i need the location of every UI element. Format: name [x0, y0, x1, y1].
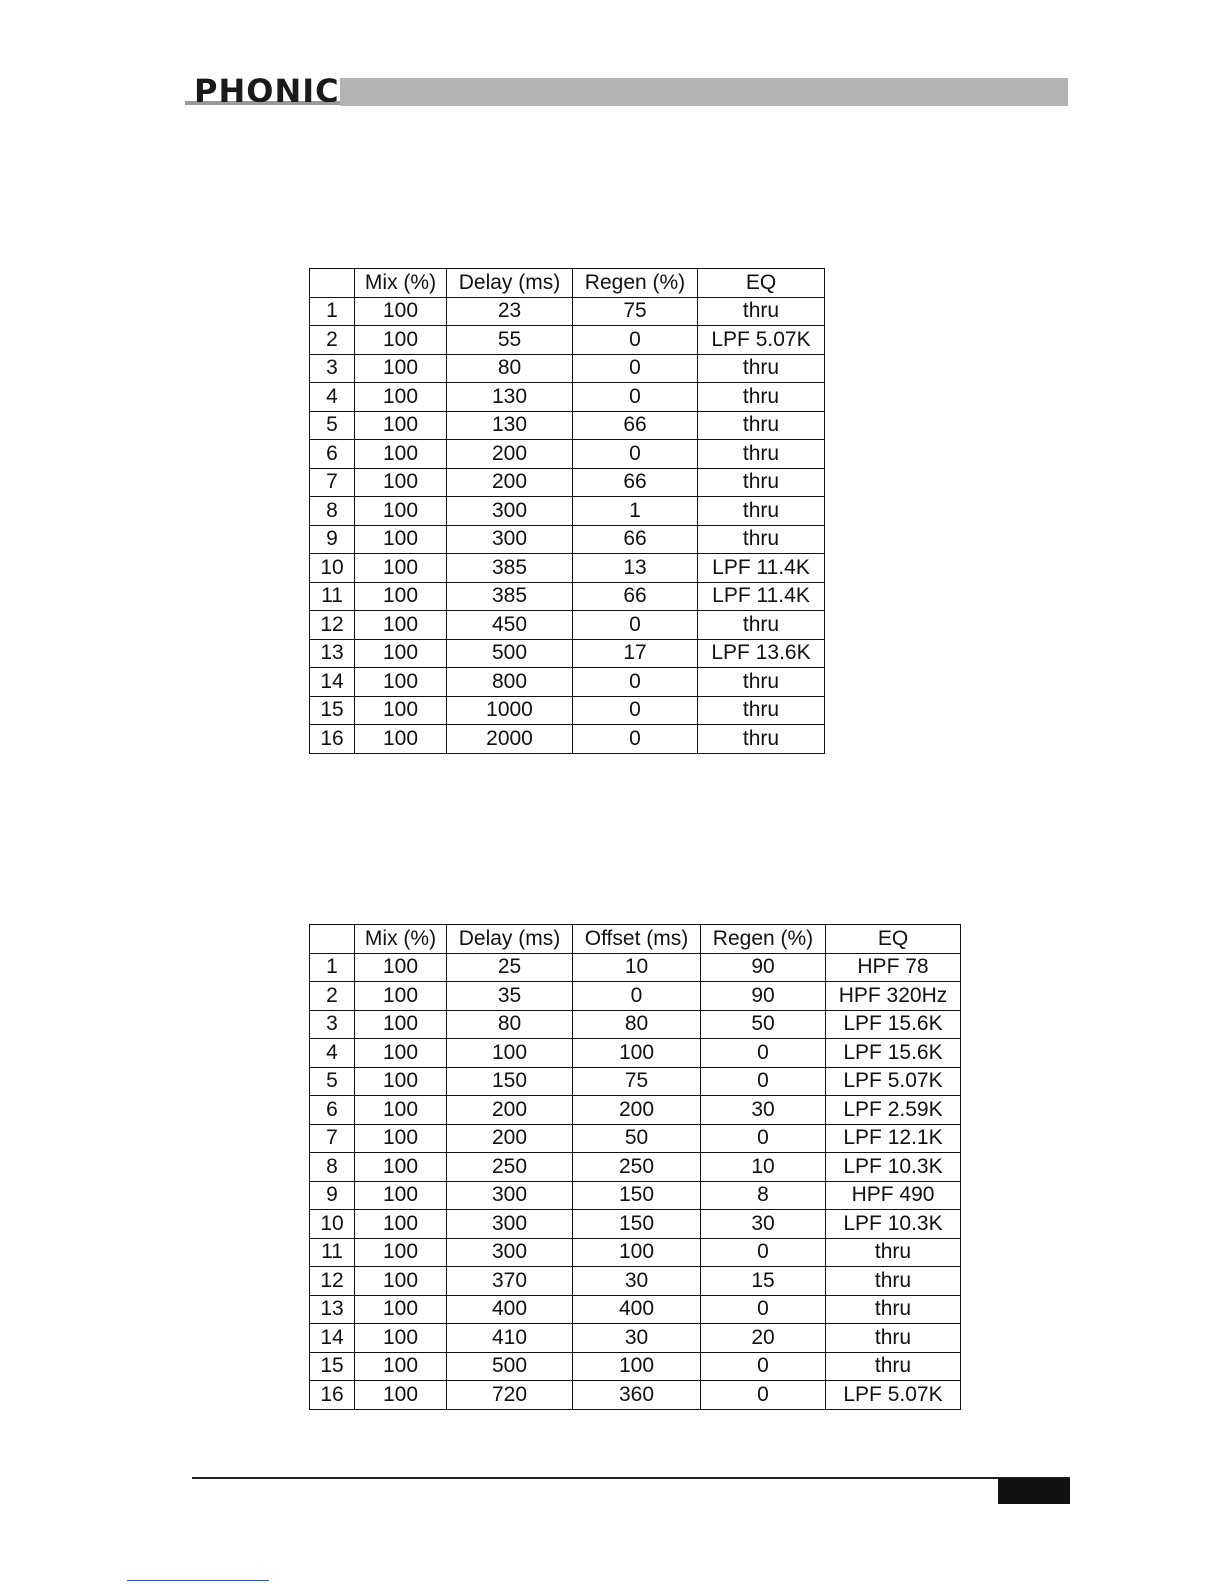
table-cell: thru — [698, 468, 825, 497]
table-cell: thru — [698, 440, 825, 469]
table-cell: 100 — [355, 668, 447, 697]
table-cell: 400 — [573, 1295, 701, 1324]
column-header: EQ — [698, 269, 825, 298]
table-row — [310, 411, 825, 440]
table-cell: 410 — [447, 1324, 573, 1353]
row-number-cell: 2 — [310, 326, 355, 355]
row-number-cell: 12 — [310, 611, 355, 640]
table-cell: 300 — [447, 1210, 573, 1239]
table-cell: 55 — [447, 326, 573, 355]
table-cell: LPF 10.3K — [826, 1210, 961, 1239]
table-row — [310, 611, 825, 640]
table-row — [310, 468, 825, 497]
table-row — [310, 354, 825, 383]
table-cell: LPF 10.3K — [826, 1153, 961, 1182]
table-header-row — [310, 269, 825, 298]
table-cell: 100 — [355, 1381, 447, 1410]
table-row — [310, 725, 825, 754]
row-number-cell: 11 — [310, 1238, 355, 1267]
table-cell: LPF 11.4K — [698, 582, 825, 611]
table-cell: LPF 15.6K — [826, 1039, 961, 1068]
table-cell: 0 — [573, 383, 698, 412]
column-header: Mix (%) — [355, 269, 447, 298]
table-cell: 450 — [447, 611, 573, 640]
table-cell: 100 — [573, 1238, 701, 1267]
table-row — [310, 297, 825, 326]
table-cell: thru — [826, 1295, 961, 1324]
table-row — [310, 1352, 961, 1381]
table-cell: 100 — [355, 354, 447, 383]
table-row — [310, 582, 825, 611]
table-cell: 0 — [573, 326, 698, 355]
table-cell: 2000 — [447, 725, 573, 754]
table-cell: 100 — [355, 1096, 447, 1125]
table-cell: 100 — [355, 639, 447, 668]
column-header: Offset (ms) — [573, 925, 701, 954]
table-cell: 100 — [355, 1010, 447, 1039]
table-cell: thru — [698, 383, 825, 412]
row-number-cell: 14 — [310, 1324, 355, 1353]
table-cell: 35 — [447, 982, 573, 1011]
table-cell: 100 — [355, 1210, 447, 1239]
row-number-cell: 14 — [310, 668, 355, 697]
table-cell: 75 — [573, 1067, 701, 1096]
table-cell: LPF 2.59K — [826, 1096, 961, 1125]
table-cell: 100 — [355, 1238, 447, 1267]
table-row — [310, 383, 825, 412]
table-cell: 300 — [447, 525, 573, 554]
table-cell: 30 — [573, 1324, 701, 1353]
table-cell: 360 — [573, 1381, 701, 1410]
table-row — [310, 1010, 961, 1039]
table-cell: 1000 — [447, 696, 573, 725]
table-row — [310, 953, 961, 982]
table-cell: 100 — [355, 1153, 447, 1182]
row-number-cell: 8 — [310, 1153, 355, 1182]
table-row — [310, 1067, 961, 1096]
table-cell: 66 — [573, 525, 698, 554]
table-row — [310, 1324, 961, 1353]
table-cell: 1 — [573, 497, 698, 526]
table-cell: LPF 13.6K — [698, 639, 825, 668]
table-cell: 150 — [573, 1181, 701, 1210]
table-cell: 0 — [573, 354, 698, 383]
table-cell: 10 — [701, 1153, 826, 1182]
table-row — [310, 1381, 961, 1410]
table-cell: LPF 12.1K — [826, 1124, 961, 1153]
table-cell: 0 — [701, 1067, 826, 1096]
table-cell: 100 — [355, 1324, 447, 1353]
table-cell: 150 — [447, 1067, 573, 1096]
row-number-cell: 11 — [310, 582, 355, 611]
column-header: Mix (%) — [355, 925, 447, 954]
table-row — [310, 1153, 961, 1182]
footer-rule — [192, 1477, 1070, 1479]
row-number-cell: 9 — [310, 1181, 355, 1210]
row-number-cell: 12 — [310, 1267, 355, 1296]
row-number-cell: 8 — [310, 497, 355, 526]
table-cell: HPF 78 — [826, 953, 961, 982]
table-cell: 30 — [573, 1267, 701, 1296]
table-cell: 200 — [447, 1124, 573, 1153]
table-row — [310, 1267, 961, 1296]
table-cell: 17 — [573, 639, 698, 668]
table-cell: 500 — [447, 639, 573, 668]
table-cell: 100 — [355, 582, 447, 611]
bottom-link-underline — [127, 1580, 269, 1581]
table-cell: thru — [698, 725, 825, 754]
table-cell: LPF 5.07K — [698, 326, 825, 355]
table-cell: 23 — [447, 297, 573, 326]
table-cell: 100 — [355, 440, 447, 469]
table-cell: 30 — [701, 1096, 826, 1125]
table-cell: 0 — [701, 1039, 826, 1068]
table-cell: 100 — [355, 1181, 447, 1210]
table-cell: LPF 5.07K — [826, 1381, 961, 1410]
table-row — [310, 1039, 961, 1068]
table-cell: thru — [826, 1238, 961, 1267]
table-cell: 80 — [447, 1010, 573, 1039]
table-cell: 100 — [355, 468, 447, 497]
table-cell: 0 — [701, 1381, 826, 1410]
table-cell: 15 — [701, 1267, 826, 1296]
table-cell: thru — [826, 1324, 961, 1353]
table-cell: 100 — [447, 1039, 573, 1068]
table-cell: HPF 320Hz — [826, 982, 961, 1011]
table-cell: 0 — [701, 1124, 826, 1153]
row-number-cell: 13 — [310, 639, 355, 668]
table-cell: thru — [826, 1352, 961, 1381]
table-cell: LPF 11.4K — [698, 554, 825, 583]
row-number-cell: 16 — [310, 725, 355, 754]
table-cell: 100 — [355, 611, 447, 640]
table-cell: 150 — [573, 1210, 701, 1239]
row-number-cell: 4 — [310, 1039, 355, 1068]
page-number-tab — [998, 1478, 1070, 1504]
table-cell: 25 — [447, 953, 573, 982]
column-header: Regen (%) — [573, 269, 698, 298]
column-header — [310, 925, 355, 954]
table-row — [310, 1181, 961, 1210]
row-number-cell: 3 — [310, 1010, 355, 1039]
table-cell: thru — [698, 297, 825, 326]
table-cell: thru — [698, 354, 825, 383]
table-cell: 385 — [447, 582, 573, 611]
table-cell: 13 — [573, 554, 698, 583]
table-cell: 200 — [447, 1096, 573, 1125]
table-row — [310, 696, 825, 725]
table-cell: 130 — [447, 383, 573, 412]
row-number-cell: 6 — [310, 1096, 355, 1125]
table-cell: HPF 490 — [826, 1181, 961, 1210]
table-cell: 300 — [447, 1238, 573, 1267]
row-number-cell: 15 — [310, 1352, 355, 1381]
table-cell: 80 — [447, 354, 573, 383]
table-cell: 80 — [573, 1010, 701, 1039]
table-cell: 90 — [701, 982, 826, 1011]
row-number-cell: 13 — [310, 1295, 355, 1324]
row-number-cell: 10 — [310, 554, 355, 583]
table-cell: 100 — [355, 982, 447, 1011]
table-cell: 100 — [573, 1352, 701, 1381]
table-cell: 100 — [355, 1039, 447, 1068]
column-header — [310, 269, 355, 298]
delay-offset-preset-table — [309, 924, 961, 1410]
table-cell: 100 — [355, 554, 447, 583]
row-number-cell: 3 — [310, 354, 355, 383]
table-row — [310, 326, 825, 355]
table-cell: 0 — [701, 1295, 826, 1324]
table-cell: 0 — [573, 440, 698, 469]
row-number-cell: 2 — [310, 982, 355, 1011]
table-row — [310, 639, 825, 668]
table-cell: 100 — [573, 1039, 701, 1068]
table-row — [310, 668, 825, 697]
table-cell: 300 — [447, 497, 573, 526]
table-cell: 200 — [573, 1096, 701, 1125]
table-row — [310, 525, 825, 554]
table-cell: 100 — [355, 696, 447, 725]
table-cell: 0 — [573, 611, 698, 640]
table-row — [310, 554, 825, 583]
table-cell: thru — [698, 611, 825, 640]
table-cell: 66 — [573, 411, 698, 440]
table-cell: 250 — [573, 1153, 701, 1182]
table-cell: 800 — [447, 668, 573, 697]
table-cell: 66 — [573, 582, 698, 611]
row-number-cell: 15 — [310, 696, 355, 725]
table-cell: 720 — [447, 1381, 573, 1410]
brand-logo: PHONIC — [194, 74, 340, 102]
table-cell: 100 — [355, 1295, 447, 1324]
header-bar — [340, 78, 1068, 106]
table-header-row — [310, 925, 961, 954]
row-number-cell: 7 — [310, 1124, 355, 1153]
table-cell: LPF 15.6K — [826, 1010, 961, 1039]
table-cell: 30 — [701, 1210, 826, 1239]
row-number-cell: 6 — [310, 440, 355, 469]
row-number-cell: 5 — [310, 1067, 355, 1096]
table-cell: 10 — [573, 953, 701, 982]
table-cell: 0 — [573, 982, 701, 1011]
table-cell: 200 — [447, 440, 573, 469]
table-cell: 0 — [573, 696, 698, 725]
table-cell: 100 — [355, 1067, 447, 1096]
row-number-cell: 4 — [310, 383, 355, 412]
table-cell: 8 — [701, 1181, 826, 1210]
table-cell: 100 — [355, 1124, 447, 1153]
table-cell: 66 — [573, 468, 698, 497]
table-cell: 0 — [701, 1238, 826, 1267]
table-cell: 200 — [447, 468, 573, 497]
table-row — [310, 1295, 961, 1324]
table-row — [310, 1124, 961, 1153]
table-cell: 100 — [355, 525, 447, 554]
table-row — [310, 497, 825, 526]
table-cell: 100 — [355, 411, 447, 440]
table-row — [310, 982, 961, 1011]
table-row — [310, 1238, 961, 1267]
table-cell: 0 — [573, 668, 698, 697]
table-cell: 250 — [447, 1153, 573, 1182]
table-cell: thru — [698, 525, 825, 554]
table-cell: 90 — [701, 953, 826, 982]
table-cell: 50 — [701, 1010, 826, 1039]
table-cell: 370 — [447, 1267, 573, 1296]
table-cell: 385 — [447, 554, 573, 583]
table-cell: thru — [698, 497, 825, 526]
table-cell: 300 — [447, 1181, 573, 1210]
table-row — [310, 440, 825, 469]
row-number-cell: 5 — [310, 411, 355, 440]
column-header: Regen (%) — [701, 925, 826, 954]
delay-preset-table — [309, 268, 825, 754]
table-cell: 100 — [355, 953, 447, 982]
row-number-cell: 1 — [310, 953, 355, 982]
table-cell: thru — [826, 1267, 961, 1296]
table-cell: thru — [698, 668, 825, 697]
table-cell: 75 — [573, 297, 698, 326]
table-cell: 0 — [573, 725, 698, 754]
table-cell: 100 — [355, 383, 447, 412]
table-row — [310, 1096, 961, 1125]
table-cell: 500 — [447, 1352, 573, 1381]
table-cell: 20 — [701, 1324, 826, 1353]
table-cell: 100 — [355, 297, 447, 326]
table-cell: thru — [698, 411, 825, 440]
table-cell: 100 — [355, 497, 447, 526]
table-cell: 50 — [573, 1124, 701, 1153]
column-header: Delay (ms) — [447, 269, 573, 298]
table-cell: 130 — [447, 411, 573, 440]
table-cell: 100 — [355, 1267, 447, 1296]
row-number-cell: 1 — [310, 297, 355, 326]
row-number-cell: 16 — [310, 1381, 355, 1410]
table-cell: 100 — [355, 1352, 447, 1381]
table-row — [310, 1210, 961, 1239]
table-cell: thru — [698, 696, 825, 725]
table-cell: 400 — [447, 1295, 573, 1324]
table-cell: 100 — [355, 326, 447, 355]
column-header: Delay (ms) — [447, 925, 573, 954]
table-cell: LPF 5.07K — [826, 1067, 961, 1096]
row-number-cell: 7 — [310, 468, 355, 497]
row-number-cell: 10 — [310, 1210, 355, 1239]
column-header: EQ — [826, 925, 961, 954]
row-number-cell: 9 — [310, 525, 355, 554]
table-cell: 0 — [701, 1352, 826, 1381]
table-cell: 100 — [355, 725, 447, 754]
